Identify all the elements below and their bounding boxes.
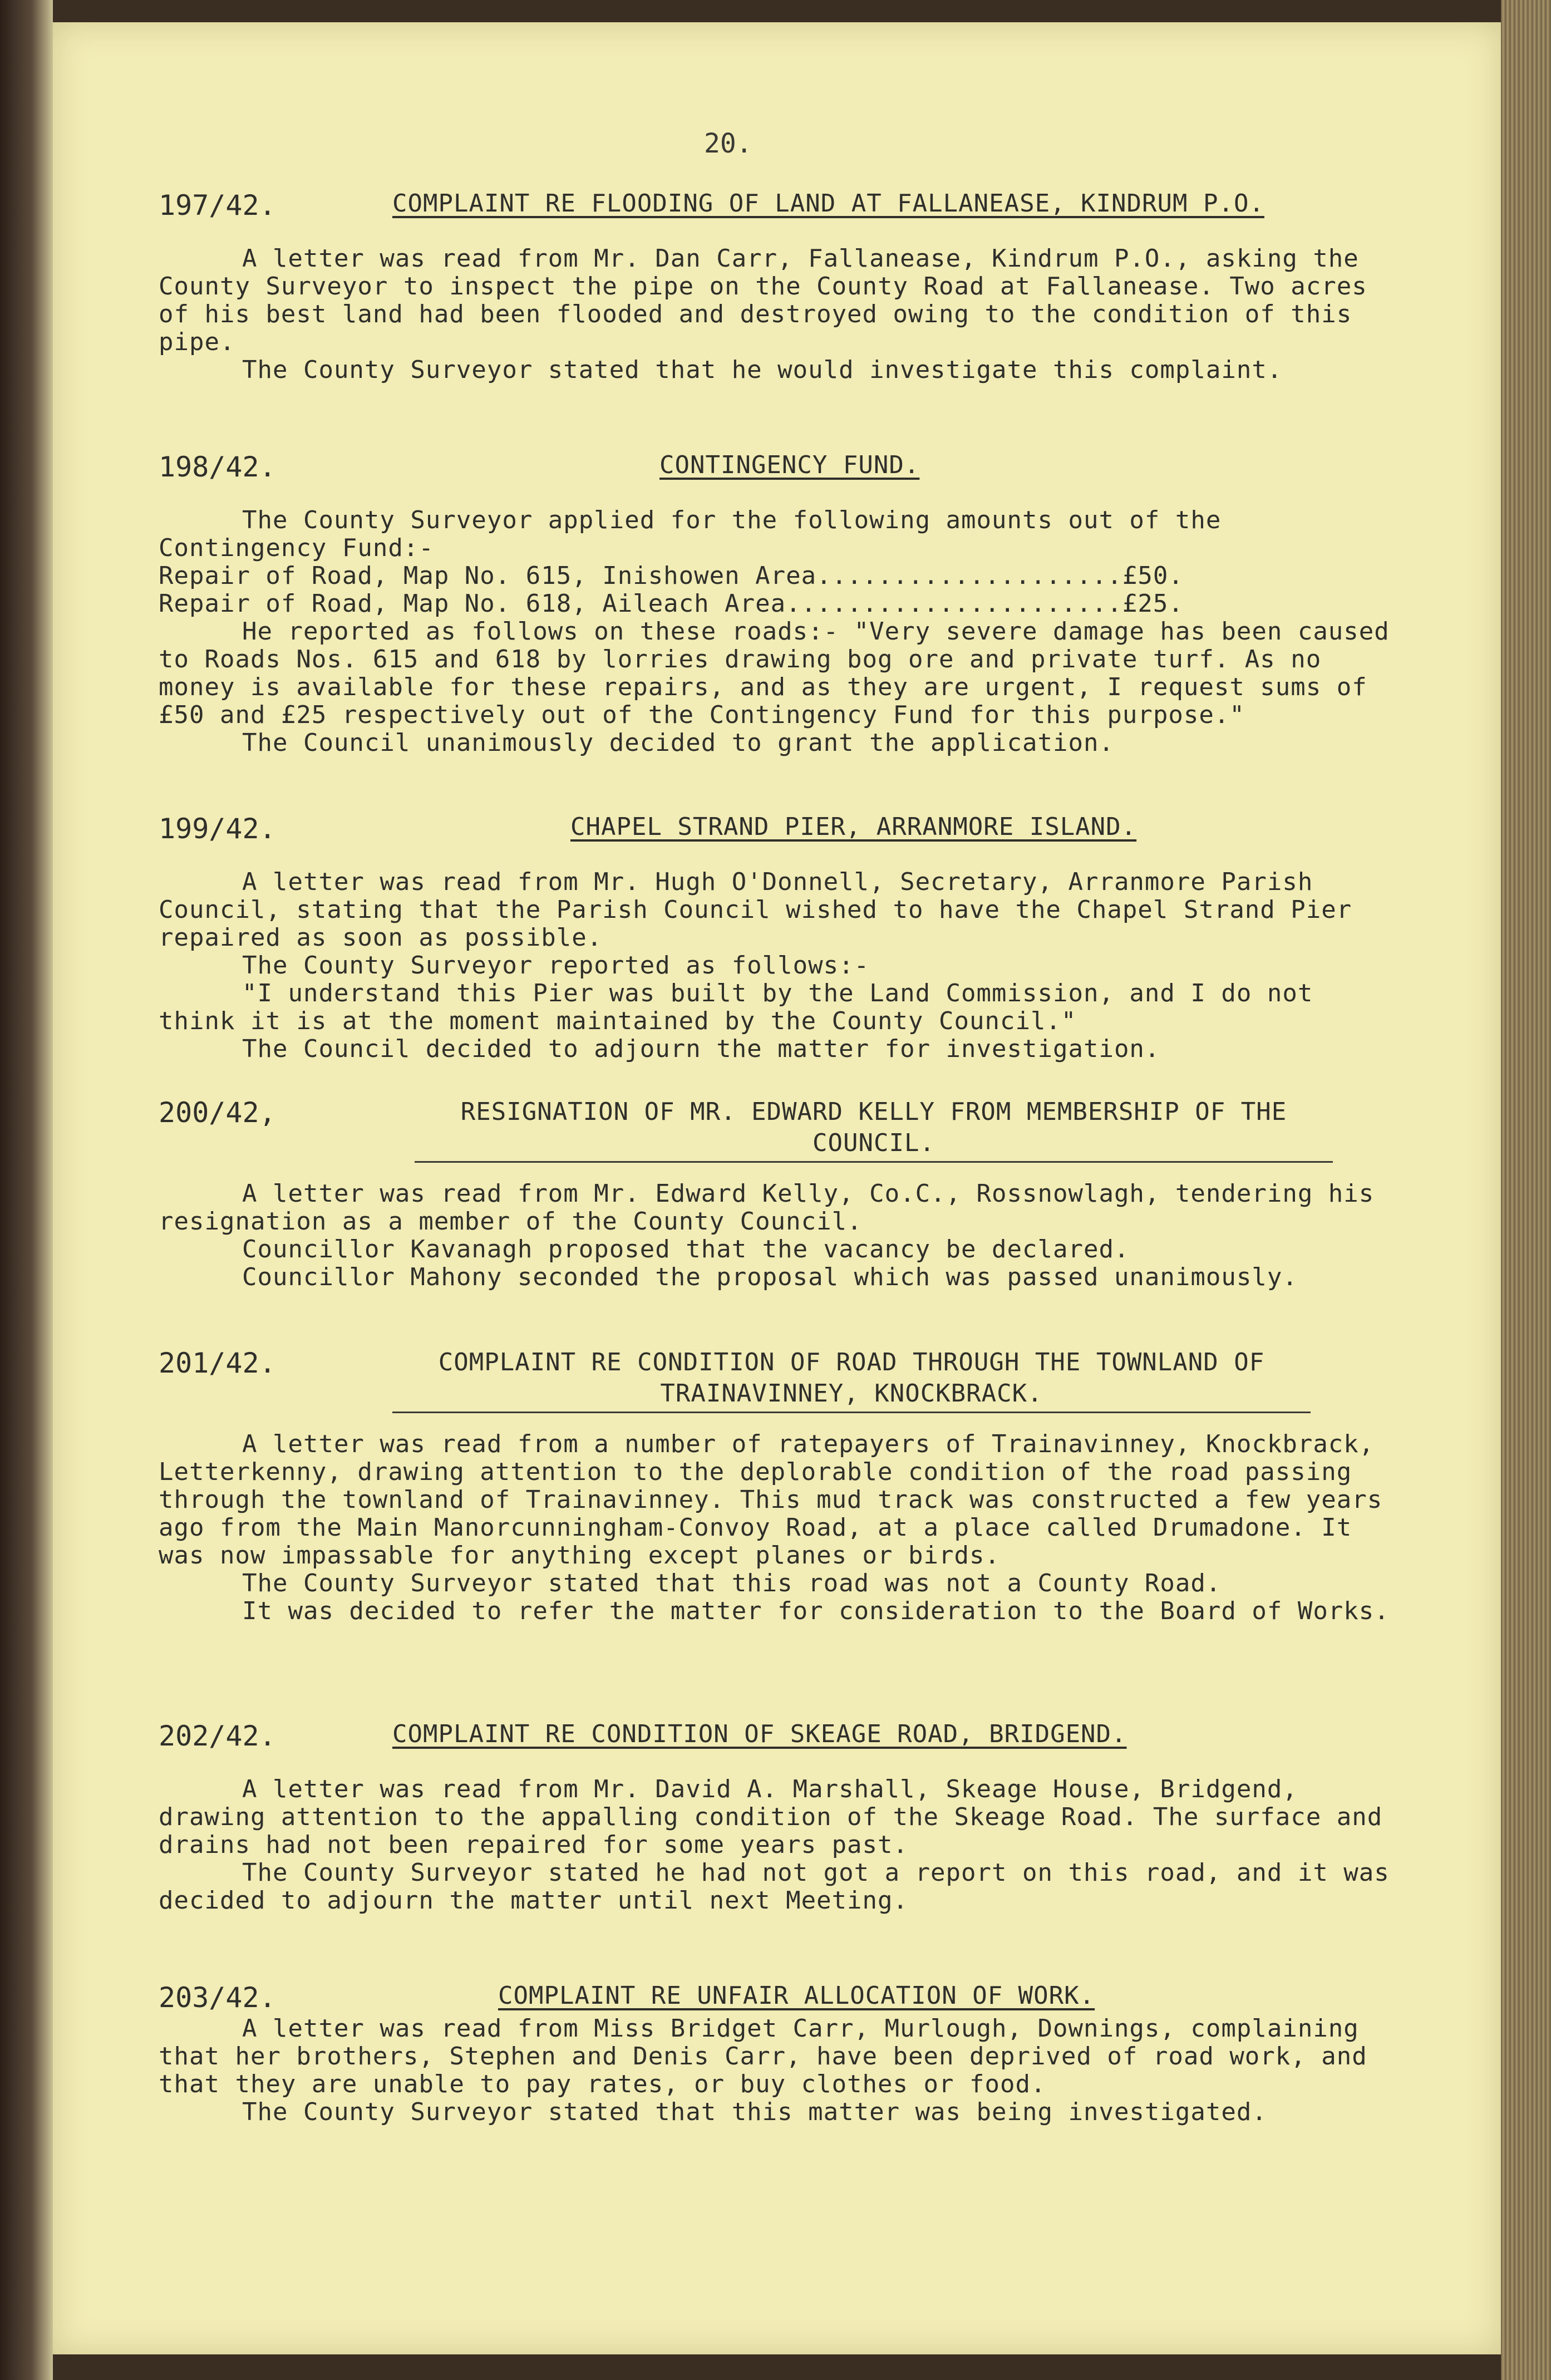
minute-header <box>159 1096 1394 1163</box>
minute-title: CONTINGENCY FUND. <box>659 451 920 479</box>
minute-title: CHAPEL STRAND PIER, ARRANMORE ISLAND. <box>570 813 1137 841</box>
minute-number: 202/42. <box>159 1720 276 1752</box>
paragraph: The County Surveyor stated that he would investigate this complaint. <box>242 356 1283 384</box>
minute-198 <box>159 451 1405 757</box>
paragraph: He reported as follows on these roads:- "Very severe damage has been caused to Roads Nos. 615 and 618 by lorries drawing bog ore and private turf. As no money is available for these repairs, and as they are urgent, I request sums of £50 and £25 respectively out of the Contingency Fund for this purpose." <box>159 617 1405 729</box>
minute-201 <box>159 1347 1398 1625</box>
minute-header <box>159 1981 1394 2015</box>
minute-title: COMPLAINT RE UNFAIR ALLOCATION OF WORK. <box>498 1981 1095 2010</box>
paragraph: A letter was read from Mr. Hugh O'Donnell, Secretary, Arranmore Parish Council, stating that the Parish Council wished to have the Chapel Strand Pier repaired as soon as possible. <box>159 868 1367 952</box>
paragraph: The County Surveyor stated that this matter was being investigated. <box>242 2098 1267 2126</box>
minute-197 <box>159 189 1394 384</box>
minute-title: COMPLAINT RE FLOODING OF LAND AT FALLANEASE, KINDRUM P.O. <box>392 189 1264 218</box>
minute-header <box>159 813 1394 857</box>
paragraph: Repair of Road, Map No. 615, Inishowen Area....................£50. <box>159 562 1184 590</box>
paragraph: Councillor Mahony seconded the proposal which was passed unanimously. <box>242 1263 1298 1291</box>
minute-199 <box>159 813 1394 1063</box>
book-page-edges <box>1501 0 1551 2380</box>
minute-number: 199/42. <box>159 813 276 845</box>
minute-number: 200/42, <box>159 1096 276 1129</box>
paragraph: A letter was read from a number of ratepayers of Trainavinney, Knockbrack, Letterkenny, drawing attention to the deplorable condition of the road passing through the townland of Trainavinney. This mud track was constructed a few years ago from the Main Manorcunningham-Convoy Road, at a place called Drumadone. It was now impassable for anything except planes or birds. <box>159 1430 1398 1570</box>
paragraph: A letter was read from Mr. Dan Carr, Fallanease, Kindrum P.O., asking the County Surveyor to inspect the pipe on the County Road at Fallanease. Two acres of his best land had been flooded and destroyed owing to the condition of this pipe. <box>159 244 1383 356</box>
minute-number: 203/42. <box>159 1981 276 2014</box>
minute-200 <box>159 1096 1394 1291</box>
minute-number: 198/42. <box>159 451 276 483</box>
paragraph: A letter was read from Mr. Edward Kelly, Co.C., Rossnowlagh, tendering his resignation as a member of the County Council. <box>159 1179 1390 1236</box>
minute-203 <box>159 1981 1394 2126</box>
minute-header <box>159 1347 1394 1414</box>
minute-202 <box>159 1720 1405 1915</box>
minute-title: COMPLAINT RE CONDITION OF ROAD THROUGH THE TOWNLAND OF TRAINAVINNEY, KNOCKBRACK. <box>392 1347 1311 1413</box>
document-page <box>53 22 1501 2354</box>
paragraph: Councillor Kavanagh proposed that the vacancy be declared. <box>242 1235 1130 1263</box>
minute-title: RESIGNATION OF MR. EDWARD KELLY FROM MEMBERSHIP OF THE COUNCIL. <box>415 1096 1333 1163</box>
page-number: 20. <box>704 128 752 159</box>
minute-header <box>159 1720 1394 1764</box>
paragraph: A letter was read from Miss Bridget Carr, Murlough, Downings, complaining that her brothers, Stephen and Denis Carr, have been deprived of road work, and that they are unable to pay rates, or buy clothes or food. <box>159 2014 1383 2098</box>
minute-number: 201/42. <box>159 1347 276 1379</box>
paragraph: A letter was read from Mr. David A. Marshall, Skeage House, Bridgend, drawing attention to the appalling condition of the Skeage Road. The surface and drains had not been repaired for some years past. <box>159 1775 1398 1859</box>
paragraph: The Council decided to adjourn the matter for investigation. <box>242 1035 1160 1063</box>
paragraph: The County Surveyor applied for the following amounts out of the Contingency Fund:- <box>159 506 1237 562</box>
minute-number: 197/42. <box>159 189 276 222</box>
paragraph: The Council unanimously decided to grant the application. <box>242 729 1114 757</box>
paragraph: The County Surveyor reported as follows:- <box>242 951 870 980</box>
paragraph: It was decided to refer the matter for consideration to the Board of Works. <box>242 1597 1390 1625</box>
paragraph: "I understand this Pier was built by the Land Commission, and I do not think it is at the moment maintained by the County Council." <box>159 979 1328 1035</box>
minute-title: COMPLAINT RE CONDITION OF SKEAGE ROAD, BRIDGEND. <box>392 1720 1127 1748</box>
paragraph: Repair of Road, Map No. 618, Aileach Area......................£25. <box>159 589 1184 618</box>
paragraph: The County Surveyor stated that this road was not a County Road. <box>242 1569 1222 1597</box>
book-binding-left <box>0 0 53 2380</box>
minute-header <box>159 189 1394 234</box>
minute-header <box>159 451 1394 495</box>
paragraph: The County Surveyor stated he had not got a report on this road, and it was decided to adjourn the matter until next Meeting. <box>159 1858 1405 1915</box>
